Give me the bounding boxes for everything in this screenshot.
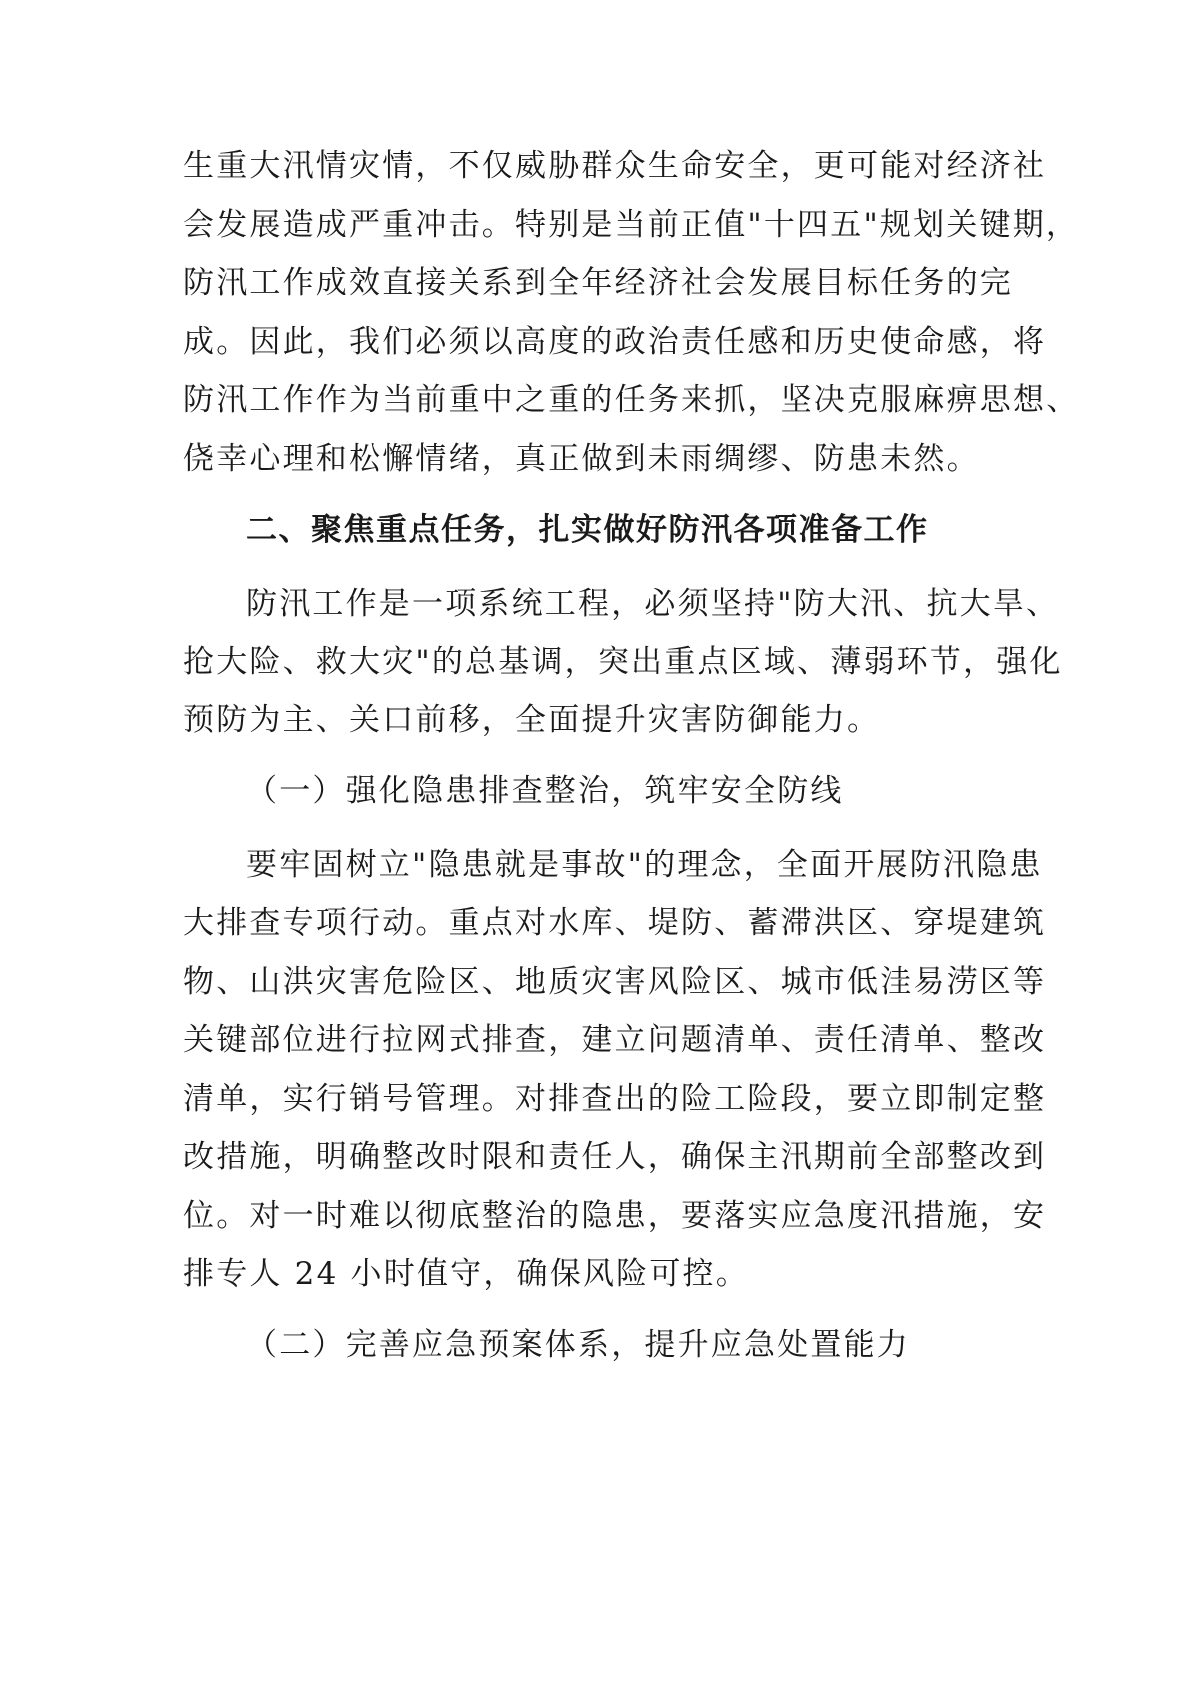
paragraph-line: 关键部位进行拉网式排查，建立问题清单、责任清单、整改 — [183, 1022, 1047, 1058]
paragraph-line: 预防为主、关口前移，全面提升灾害防御能力。 — [183, 702, 881, 738]
paragraph-line: 防汛工作成效直接关系到全年经济社会发展目标任务的完 — [183, 265, 1013, 301]
paragraph-line: 会发展造成严重冲击。特别是当前正值"十四五"规划关键期， — [183, 207, 1080, 243]
paragraph-line: 抢大险、救大灾"的总基调，突出重点区域、薄弱环节，强化 — [183, 644, 1063, 680]
paragraph-line: 清单，实行销号管理。对排查出的险工险段，要立即制定整 — [183, 1081, 1047, 1117]
paragraph-line: 要牢固树立"隐患就是事故"的理念，全面开展防汛隐患 — [246, 847, 1043, 883]
paragraph-line: 成。因此，我们必须以高度的政治责任感和历史使命感，将 — [183, 324, 1047, 360]
paragraph-line: 侥幸心理和松懈情绪，真正做到未雨绸缪、防患未然。 — [183, 441, 980, 477]
paragraph-line: 大排查专项行动。重点对水库、堤防、蓄滞洪区、穿堤建筑 — [183, 905, 1047, 941]
subsection-heading: （二）完善应急预案体系，提升应急处置能力 — [246, 1327, 910, 1363]
paragraph-line: 位。对一时难以彻底整治的隐患，要落实应急度汛措施，安 — [183, 1198, 1047, 1234]
paragraph-line: 物、山洪灾害危险区、地质灾害风险区、城市低洼易涝区等 — [183, 964, 1047, 1000]
paragraph-line: 生重大汛情灾情，不仅威胁群众生命安全，更可能对经济社 — [183, 148, 1047, 184]
subsection-heading: （一）强化隐患排查整治，筑牢安全防线 — [246, 773, 844, 809]
paragraph-line: 防汛工作作为当前重中之重的任务来抓，坚决克服麻痹思想、 — [183, 382, 1080, 418]
section-heading: 二、聚焦重点任务，扎实做好防汛各项准备工作 — [246, 512, 929, 548]
paragraph-line: 排专人 24 小时值守，确保风险可控。 — [183, 1256, 749, 1292]
paragraph-line: 改措施，明确整改时限和责任人，确保主汛期前全部整改到 — [183, 1139, 1047, 1175]
paragraph-line: 防汛工作是一项系统工程，必须坚持"防大汛、抗大旱、 — [246, 586, 1060, 622]
